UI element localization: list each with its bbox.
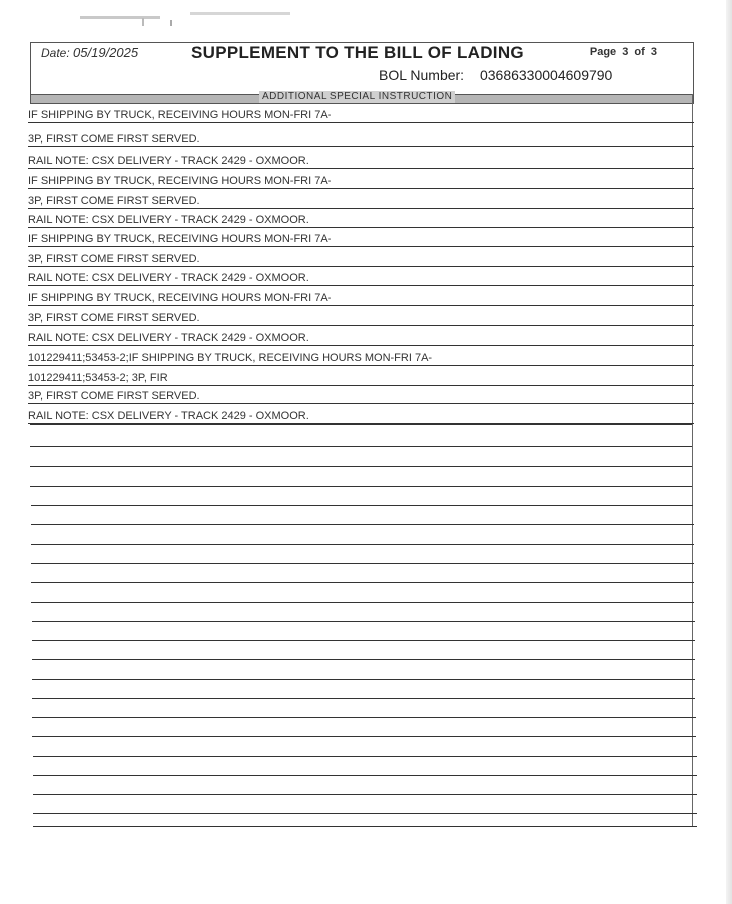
date-value: 05/19/2025 (73, 45, 139, 60)
instruction-row (28, 248, 694, 267)
blank-line (31, 563, 694, 564)
blank-line (32, 659, 695, 660)
blank-line (31, 524, 694, 525)
blank-line (30, 486, 692, 487)
blank-line (33, 826, 697, 827)
page-label: Page (589, 46, 617, 58)
instruction-text: RAIL NOTE: CSX DELIVERY - TRACK 2429 - OXMOOR. (28, 155, 309, 167)
instruction-row (28, 327, 694, 346)
blank-line (32, 679, 695, 680)
instruction-row (28, 347, 694, 366)
page-edge (726, 0, 732, 904)
instruction-text: RAIL NOTE: CSX DELIVERY - TRACK 2429 - OXMOOR. (28, 410, 309, 422)
blank-line (31, 602, 694, 603)
bol-number-field (379, 67, 612, 83)
page-total: 3 (650, 46, 657, 58)
instruction-row (28, 307, 694, 326)
blank-line (30, 446, 692, 447)
instruction-text: 3P, FIRST COME FIRST SERVED. (28, 195, 200, 207)
instruction-text: RAIL NOTE: CSX DELIVERY - TRACK 2429 - OXMOOR. (28, 272, 309, 284)
instruction-text: 3P, FIRST COME FIRST SERVED. (28, 253, 200, 265)
page-current: 3 (622, 46, 629, 58)
page-of: of (634, 46, 645, 58)
blank-line (33, 775, 697, 776)
blank-line (31, 582, 694, 583)
instruction-text: IF SHIPPING BY TRUCK, RECEIVING HOURS MON-FRI 7A- (28, 109, 332, 121)
blank-line (32, 717, 696, 718)
instruction-text: RAIL NOTE: CSX DELIVERY - TRACK 2429 - OXMOOR. (28, 214, 309, 226)
blank-line (30, 424, 692, 425)
document-title: SUPPLEMENT TO THE BILL OF LADING (191, 43, 524, 62)
instruction-row (28, 104, 694, 123)
blank-line (30, 466, 692, 467)
instruction-row (28, 267, 694, 286)
date-label: Date: (41, 46, 70, 60)
instruction-text: 101229411;53453-2;IF SHIPPING BY TRUCK, RECEIVING HOURS MON-FRI 7A- (28, 352, 433, 364)
instruction-text: RAIL NOTE: CSX DELIVERY - TRACK 2429 - OXMOOR. (28, 332, 309, 344)
section-title: ADDITIONAL SPECIAL INSTRUCTION (259, 91, 455, 103)
blank-line (31, 544, 694, 545)
blank-line (32, 621, 695, 622)
blank-line (31, 505, 693, 506)
instruction-row (28, 387, 694, 404)
instruction-text: IF SHIPPING BY TRUCK, RECEIVING HOURS MON-FRI 7A- (28, 175, 332, 187)
instruction-row (28, 170, 694, 189)
instruction-text: 3P, FIRST COME FIRST SERVED. (28, 133, 200, 145)
instruction-row (28, 405, 694, 424)
blank-line (33, 813, 697, 814)
blank-line (32, 736, 696, 737)
blank-line (32, 640, 695, 641)
instruction-text: 101229411;53453-2; 3P, FIR (28, 372, 168, 384)
blank-line (33, 794, 697, 795)
section-header-bar (30, 91, 694, 104)
blank-line (32, 698, 695, 699)
instruction-row (28, 287, 694, 306)
instruction-row (28, 148, 694, 169)
date-field (41, 45, 138, 60)
blank-line (33, 756, 697, 757)
instruction-row (28, 228, 694, 247)
instruction-text: IF SHIPPING BY TRUCK, RECEIVING HOURS MON-FRI 7A- (28, 292, 332, 304)
instruction-row (28, 209, 694, 228)
page-indicator (590, 46, 657, 58)
instruction-row (28, 367, 694, 386)
instruction-text: IF SHIPPING BY TRUCK, RECEIVING HOURS MON-FRI 7A- (28, 233, 332, 245)
instruction-text: 3P, FIRST COME FIRST SERVED. (28, 390, 200, 402)
instruction-text: 3P, FIRST COME FIRST SERVED. (28, 312, 200, 324)
scan-artifacts (30, 10, 330, 28)
bol-value: 03686330004609790 (479, 67, 613, 83)
instruction-row (28, 190, 694, 209)
instruction-row (28, 126, 694, 147)
bol-label: BOL Number: (379, 67, 465, 83)
document-header (30, 42, 694, 95)
